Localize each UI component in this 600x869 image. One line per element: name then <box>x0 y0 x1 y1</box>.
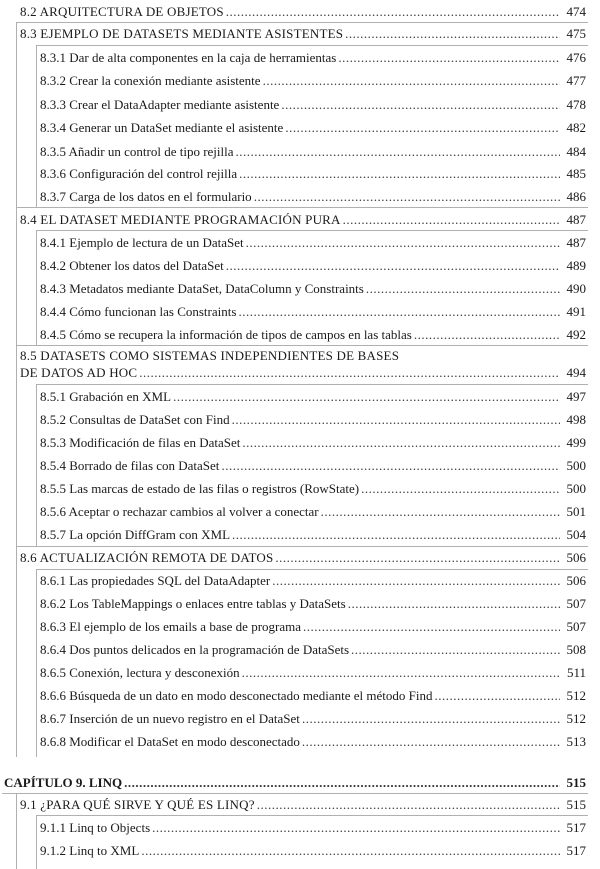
toc-entry-title: 8.5.7 La opción DiffGram con XML <box>40 527 231 542</box>
divider <box>36 384 588 385</box>
toc-entry-title: 8.6.1 Las propiedades SQL del DataAdapter <box>40 573 271 588</box>
leader-dots <box>414 327 560 343</box>
toc-entry-9-1 <box>20 797 586 813</box>
leader-dots <box>254 189 560 205</box>
toc-entry-page: 500 <box>566 458 586 473</box>
toc-entry-8-4-1 <box>40 235 586 251</box>
toc-entry-page: 474 <box>566 4 586 19</box>
toc-entry-9-1-1 <box>40 820 586 836</box>
toc-entry-8-5-line1: 8.5 DATASETS COMO SISTEMAS INDEPENDIENTES DE BASES <box>20 348 400 363</box>
toc-chapter-9 <box>4 775 586 791</box>
toc-entry-title: 8.5.3 Modificación de filas en DataSet <box>40 435 241 450</box>
toc-entry-page: 512 <box>566 711 586 726</box>
divider <box>16 22 588 23</box>
divider <box>16 207 588 208</box>
toc-entry-page: 486 <box>566 189 586 204</box>
toc-entry-8-6 <box>20 550 586 566</box>
leader-dots <box>141 843 560 859</box>
divider <box>36 384 37 546</box>
leader-dots <box>285 120 560 136</box>
toc-entry-page: 500 <box>566 481 586 496</box>
toc-entry-8-5-5 <box>40 481 586 497</box>
toc-entry-title: 8.4.2 Obtener los datos del DataSet <box>40 258 224 273</box>
leader-dots <box>345 26 560 42</box>
toc-entry-title: 8.3.3 Crear el DataAdapter mediante asistente <box>40 97 280 112</box>
toc-entry-8-6-8 <box>40 734 586 750</box>
toc-entry-page: 497 <box>566 389 586 404</box>
leader-dots <box>302 711 560 727</box>
toc-entry-page: 482 <box>566 120 586 135</box>
toc-entry-8-3-2 <box>40 73 586 89</box>
divider <box>36 815 588 816</box>
divider <box>16 793 17 869</box>
leader-dots <box>302 734 560 750</box>
toc-entry-page: 498 <box>566 412 586 427</box>
toc-entry-8-4-4 <box>40 304 586 320</box>
toc-entry-page: 490 <box>566 281 586 296</box>
toc-entry-page: 484 <box>566 144 586 159</box>
leader-dots <box>238 304 560 320</box>
toc-entry-8-5-1 <box>40 389 586 405</box>
toc-entry-title: 8.3.2 Crear la conexión mediante asistente <box>40 73 261 88</box>
divider <box>16 345 588 346</box>
toc-entry-title: 8.6.3 El ejemplo de los emails a base de programa <box>40 619 302 634</box>
toc-entry-page: 501 <box>566 504 586 519</box>
toc-entry-8-6-4 <box>40 642 586 658</box>
toc-entry-page: 513 <box>566 734 586 749</box>
leader-dots <box>275 550 560 566</box>
toc-entry-page: 512 <box>566 688 586 703</box>
toc-entry-page: 487 <box>566 212 586 227</box>
toc-entry-title: 8.5.4 Borrado de filas con DataSet <box>40 458 220 473</box>
leader-dots <box>226 4 560 20</box>
toc-entry-8-6-7 <box>40 711 586 727</box>
divider <box>36 45 37 207</box>
divider <box>36 230 588 231</box>
leader-dots <box>361 481 560 497</box>
toc-entry-title: 8.6.8 Modificar el DataSet en modo desconectado <box>40 734 300 749</box>
toc-entry-8-5 <box>20 365 586 381</box>
toc-entry-page: 507 <box>566 619 586 634</box>
toc-entry-8-3-1 <box>40 50 586 66</box>
leader-dots <box>303 619 560 635</box>
toc-entry-8-3-3 <box>40 97 586 113</box>
leader-dots <box>232 412 560 428</box>
toc-entry-title: 8.5.6 Aceptar o rechazar cambios al volver a conectar <box>40 504 319 519</box>
divider <box>16 546 588 547</box>
toc-entry-title: 8.5.2 Consultas de DataSet con Find <box>40 412 230 427</box>
leader-dots <box>173 389 560 405</box>
toc-entry-title: 8.2 ARQUITECTURA DE OBJETOS <box>20 4 224 19</box>
leader-dots <box>236 144 560 160</box>
divider <box>2 793 588 794</box>
toc-entry-8-6-5 <box>40 665 586 681</box>
divider <box>36 45 588 46</box>
leader-dots <box>139 365 560 381</box>
toc-entry-page: 499 <box>566 435 586 450</box>
leader-dots <box>221 458 560 474</box>
toc-entry-8-3-4 <box>40 120 586 136</box>
toc-entry-8-2 <box>20 4 586 20</box>
toc-entry-8-4-5 <box>40 327 586 343</box>
leader-dots <box>124 775 560 791</box>
leader-dots <box>434 688 560 704</box>
toc-entry-title: 9.1 ¿PARA QUÉ SIRVE Y QUÉ ES LINQ? <box>20 797 255 812</box>
divider <box>36 569 37 757</box>
leader-dots <box>242 665 560 681</box>
toc-entry-8-5-7 <box>40 527 586 543</box>
leader-dots <box>366 281 560 297</box>
leader-dots <box>338 50 560 66</box>
toc-entry-title: 8.6.4 Dos puntos delicados en la programación de DataSets <box>40 642 350 657</box>
toc-entry-title: 8.3.4 Generar un DataSet mediante el asistente <box>40 120 284 135</box>
toc-entry-8-4-3 <box>40 281 586 297</box>
toc-entry-8-6-1 <box>40 573 586 589</box>
divider <box>36 230 37 345</box>
leader-dots <box>226 258 560 274</box>
leader-dots <box>246 235 560 251</box>
toc-entry-page: 491 <box>566 304 586 319</box>
toc-entry-8-6-2 <box>40 596 586 612</box>
toc-entry-page: 507 <box>566 596 586 611</box>
divider <box>16 22 17 757</box>
toc-entry-page: 506 <box>566 573 586 588</box>
leader-dots <box>348 596 560 612</box>
toc-entry-8-5-2 <box>40 412 586 428</box>
toc-entry-title: 8.6.7 Inserción de un nuevo registro en el DataSet <box>40 711 300 726</box>
toc-entry-title: 8.4.3 Metadatos mediante DataSet, DataColumn y Constraints <box>40 281 364 296</box>
toc-entry-title: 8.3.6 Configuración del control rejilla <box>40 166 238 181</box>
toc-entry-page: 489 <box>566 258 586 273</box>
leader-dots <box>281 97 560 113</box>
leader-dots <box>263 73 560 89</box>
toc-entry-8-3 <box>20 26 586 42</box>
divider <box>36 815 37 869</box>
leader-dots <box>343 212 560 228</box>
toc-entry-page: 511 <box>566 665 586 680</box>
leader-dots <box>152 820 560 836</box>
toc-entry-title: 8.4 EL DATASET MEDIANTE PROGRAMACIÓN PURA <box>20 212 341 227</box>
toc-entry-page: 515 <box>566 797 586 812</box>
leader-dots <box>257 797 560 813</box>
toc-entry-page: 485 <box>566 166 586 181</box>
toc-entry-title: 8.6 ACTUALIZACIÓN REMOTA DE DATOS <box>20 550 274 565</box>
toc-entry-page: 508 <box>566 642 586 657</box>
leader-dots <box>232 527 560 543</box>
toc-entry-8-5-6 <box>40 504 586 520</box>
toc-entry-title: 8.4.5 Cómo se recupera la información de tipos de campos en las tablas <box>40 327 412 342</box>
toc-entry-title: 8.6.2 Los TableMappings o enlaces entre tablas y DataSets <box>40 596 346 611</box>
leader-dots <box>321 504 560 520</box>
toc-entry-title: 8.5.1 Grabación en XML <box>40 389 172 404</box>
toc-entry-title: 8.3 EJEMPLO DE DATASETS MEDIANTE ASISTENTES <box>20 26 344 41</box>
toc-entry-8-6-3 <box>40 619 586 635</box>
toc-entry-9-1-2 <box>40 843 586 859</box>
leader-dots <box>272 573 560 589</box>
toc-entry-8-6-6 <box>40 688 586 704</box>
divider <box>36 569 588 570</box>
toc-entry-page: 515 <box>566 775 586 790</box>
toc-entry-title: 8.6.6 Búsqueda de un dato en modo desconectado mediante el método Find <box>40 688 433 703</box>
toc-entry-page: 494 <box>566 365 586 380</box>
toc-entry-8-3-6 <box>40 166 586 182</box>
toc-entry-page: 504 <box>566 527 586 542</box>
toc-entry-title: 8.4.4 Cómo funcionan las Constraints <box>40 304 237 319</box>
toc-entry-8-5-4 <box>40 458 586 474</box>
toc-entry-title: 8.3.1 Dar de alta componentes en la caja de herramientas <box>40 50 337 65</box>
toc-entry-8-3-7 <box>40 189 586 205</box>
toc-entry-title: 8.3.7 Carga de los datos en el formulario <box>40 189 252 204</box>
toc-entry-page: 492 <box>566 327 586 342</box>
toc-entry-title: 9.1.2 Linq to XML <box>40 843 140 858</box>
toc-entry-page: 478 <box>566 97 586 112</box>
toc-entry-8-3-5 <box>40 144 586 160</box>
leader-dots <box>239 166 560 182</box>
toc-entry-title: CAPÍTULO 9. LINQ <box>4 775 123 790</box>
toc-entry-page: 475 <box>566 26 586 41</box>
toc-entry-page: 517 <box>566 820 586 835</box>
toc-entry-title: 8.5.5 Las marcas de estado de las filas o registros (RowState) <box>40 481 360 496</box>
toc-entry-8-4-2 <box>40 258 586 274</box>
toc-entry-title: 8.4.1 Ejemplo de lectura de un DataSet <box>40 235 244 250</box>
toc-entry-title: 8.3.5 Añadir un control de tipo rejilla <box>40 144 234 159</box>
toc-entry-page: 487 <box>566 235 586 250</box>
toc-entry-title: DE DATOS AD HOC <box>20 365 138 380</box>
leader-dots <box>351 642 560 658</box>
leader-dots <box>242 435 560 451</box>
toc-entry-title: 9.1.1 Linq to Objects <box>40 820 151 835</box>
toc-entry-title: 8.6.5 Conexión, lectura y desconexión <box>40 665 240 680</box>
toc-entry-8-4 <box>20 212 586 228</box>
toc-entry-page: 477 <box>566 73 586 88</box>
toc-entry-page: 506 <box>566 550 586 565</box>
toc-entry-8-5-3 <box>40 435 586 451</box>
toc-entry-page: 517 <box>566 843 586 858</box>
toc-entry-page: 476 <box>566 50 586 65</box>
